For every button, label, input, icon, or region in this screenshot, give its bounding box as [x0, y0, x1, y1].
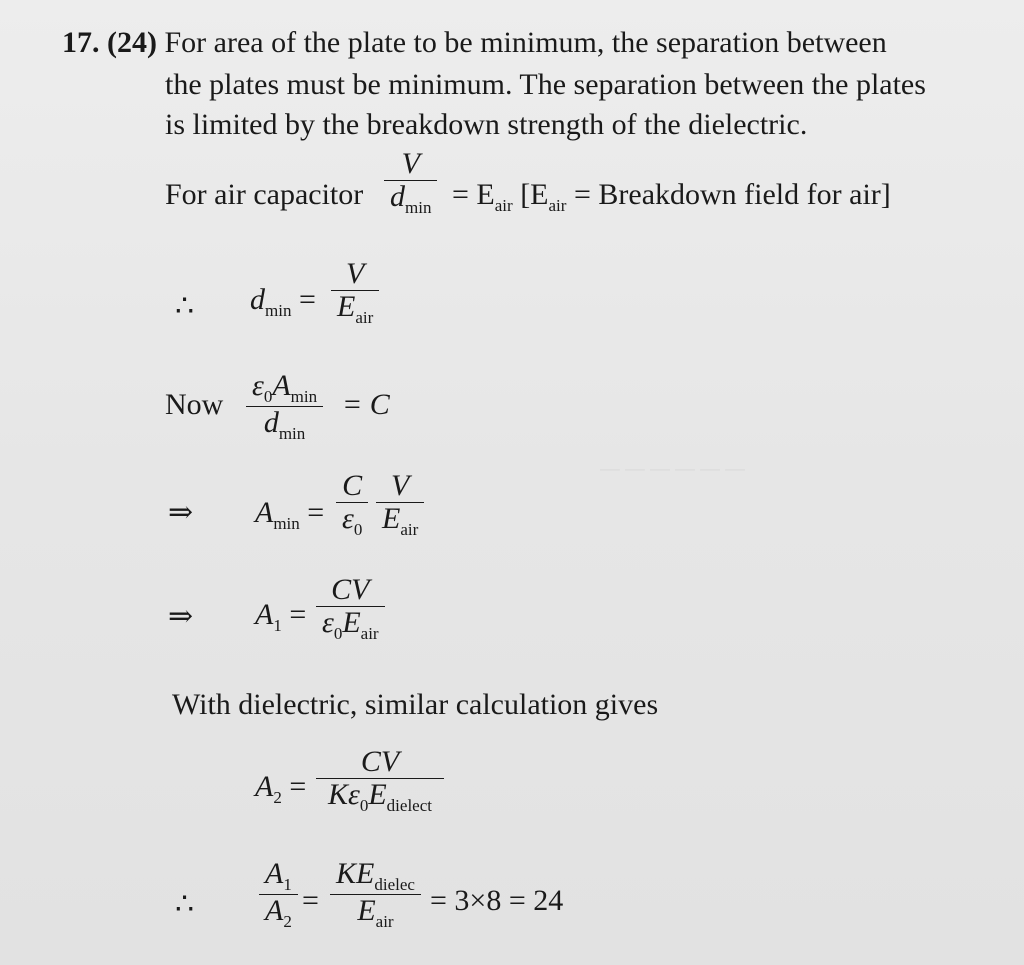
intro-text-1: For area of the plate to be minimum, the separation between: [164, 26, 887, 59]
final-fraction-1: $\frac{A_1}{A_2}$: [255, 858, 302, 931]
eq2-fraction: $\frac{V}{E_{air}}$: [327, 258, 383, 326]
intro-text-2: the plates must be minimum. The separation between the plates: [165, 68, 926, 101]
eq2-lhs: $d_{min}$ =: [250, 283, 316, 320]
eq3-rhs: = C: [342, 388, 390, 421]
final-eq-sign: =: [302, 884, 319, 917]
eq6-fraction: $\frac{CV}{K\varepsilon_0E_{dielect}}$: [312, 746, 448, 814]
eq6-lhs: $A_2$ =: [255, 770, 307, 807]
final-fraction-2: $\frac{KE_{dielec}}{E_{air}}$: [326, 858, 425, 931]
eq5-implies: ⇒: [168, 600, 194, 633]
eq1-lead: For air capacitor: [165, 178, 364, 211]
eq1-numerator: V: [401, 147, 420, 180]
eq1-den-sub: min: [405, 197, 432, 217]
eq3-fraction: $\frac{\varepsilon_0A_{min}}{d_{min}}$: [242, 370, 327, 443]
eq3-lead: Now: [165, 388, 224, 421]
intro-text-3: is limited by the breakdown strength of the dielectric.: [165, 108, 808, 141]
problem-number: 17.: [62, 26, 100, 59]
answer-label: (24): [107, 26, 157, 59]
final-therefore: ∴: [175, 888, 195, 921]
eq4-implies: ⇒: [168, 496, 194, 529]
eq4-fraction-2: $\frac{V}{E_{air}}$: [372, 470, 428, 538]
eq1-denominator: d: [390, 179, 405, 213]
eq2-therefore: ∴: [175, 290, 195, 323]
problem-line-1: [62, 28, 887, 58]
with-dielectric-text: With dielectric, similar calculation gives: [172, 688, 659, 721]
eq5-fraction: $\frac{CV}{\varepsilon_0E_{air}}$: [312, 574, 389, 642]
bleed-through-text: — — — — — —: [600, 455, 745, 480]
eq4-lhs: $A_{min}$ =: [255, 496, 325, 533]
eq5-lhs: $A_1$ =: [255, 598, 307, 635]
final-result: = 3×8 = 24: [430, 884, 564, 917]
eq4-fraction-1: $\frac{C}{\varepsilon_0}$: [332, 470, 372, 538]
eq1-rhs: = $E_{air}$ [$E_{air}$ = Breakdown field for air]: [452, 178, 891, 215]
eq1-fraction: [380, 148, 441, 216]
